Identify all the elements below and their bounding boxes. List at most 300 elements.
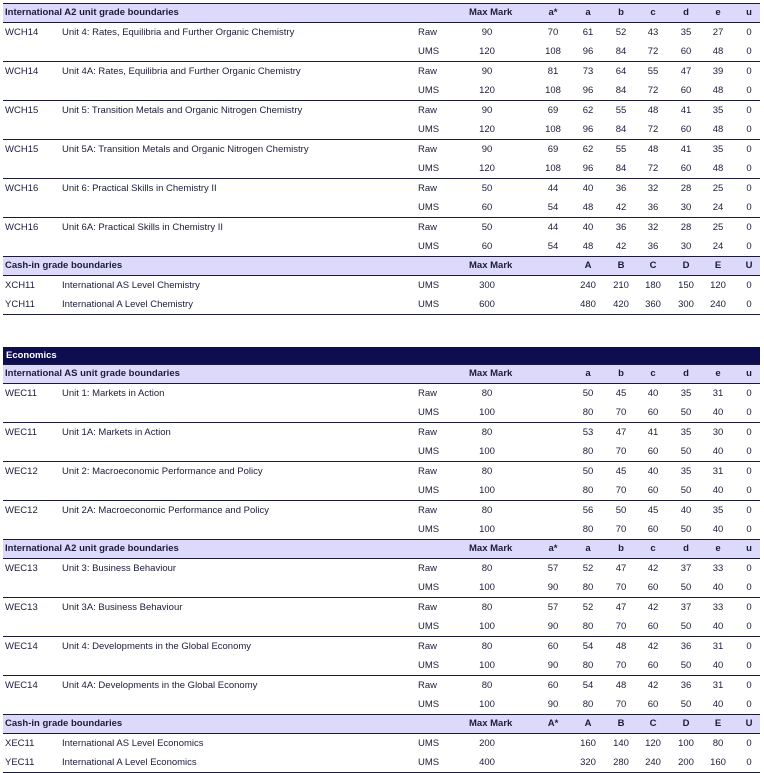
grade-value: 40 <box>712 660 724 671</box>
grade-value: 25 <box>712 183 724 194</box>
max-mark: 120 <box>479 46 495 57</box>
grade-value: 42 <box>615 202 627 213</box>
mark-type: UMS <box>418 124 440 135</box>
grade-value: 45 <box>647 505 659 516</box>
table-row-raw <box>3 559 760 578</box>
grade-label: u <box>746 543 752 554</box>
mark-type: UMS <box>418 241 440 252</box>
grade-value: 0 <box>746 641 752 652</box>
grade-value: 48 <box>712 163 724 174</box>
grade-label: B <box>617 260 625 271</box>
grade-value: 84 <box>615 163 627 174</box>
qualification-title: International A Level Economics <box>62 757 197 768</box>
table-row-raw <box>3 675 760 695</box>
grade-value: 200 <box>678 757 694 768</box>
grade-value: 36 <box>647 202 659 213</box>
unit-code: WEC13 <box>5 602 38 613</box>
grade-value: 48 <box>615 641 627 652</box>
table-row-raw <box>3 597 760 617</box>
grade-value: 80 <box>582 582 594 593</box>
grade-value: 42 <box>647 641 659 652</box>
grade-value: 360 <box>645 299 661 310</box>
grade-value: 30 <box>712 427 724 438</box>
grade-value: 35 <box>680 427 692 438</box>
grade-label: a <box>585 7 591 18</box>
grade-value: 80 <box>582 699 594 710</box>
grade-value: 56 <box>582 505 594 516</box>
grade-value: 120 <box>645 738 661 749</box>
cashin-label: Cash-in grade boundaries <box>5 260 123 271</box>
grade-value: 0 <box>746 124 752 135</box>
unit-title: Unit 3A: Business Behaviour <box>62 602 183 613</box>
table-row-ums <box>3 481 760 500</box>
grade-value: 0 <box>746 660 752 671</box>
grade-header-row <box>3 539 760 559</box>
grade-value: 39 <box>712 66 724 77</box>
grade-value: 0 <box>746 202 752 213</box>
grade-value: 48 <box>615 680 627 691</box>
cashin-row <box>3 295 760 315</box>
grade-label: A <box>584 718 592 729</box>
grade-value: 0 <box>746 27 752 38</box>
max-mark: 100 <box>479 446 495 457</box>
grade-value: 96 <box>582 85 594 96</box>
grade-value: 48 <box>647 144 659 155</box>
grade-value: 0 <box>746 466 752 477</box>
qualification-title: International AS Level Chemistry <box>62 280 200 291</box>
grade-value: 61 <box>582 27 594 38</box>
mark-type: UMS <box>418 699 440 710</box>
grade-label: a <box>585 368 591 379</box>
unit-code: WCH14 <box>5 66 39 77</box>
max-mark: 120 <box>479 163 495 174</box>
unit-code: WEC11 <box>5 427 38 438</box>
grade-label: C <box>649 260 657 271</box>
grade-value: 108 <box>545 46 561 57</box>
grade-value: 40 <box>647 466 659 477</box>
grade-label: C <box>649 718 657 729</box>
grade-value: 50 <box>582 466 594 477</box>
max-mark-header: Max Mark <box>469 368 513 379</box>
grade-value: 32 <box>647 222 659 233</box>
grade-value: 0 <box>746 582 752 593</box>
grade-value: 80 <box>582 621 594 632</box>
grade-value: 300 <box>678 299 694 310</box>
grade-label: E <box>714 718 722 729</box>
max-mark: 60 <box>481 202 493 213</box>
grade-value: 35 <box>680 466 692 477</box>
grade-label: u <box>746 7 752 18</box>
mark-type: Raw <box>418 427 438 438</box>
grade-value: 240 <box>710 299 726 310</box>
grade-value: 35 <box>712 105 724 116</box>
grade-value: 45 <box>615 466 627 477</box>
table-row-raw <box>3 100 760 120</box>
grade-value: 37 <box>680 563 692 574</box>
grade-value: 54 <box>582 641 594 652</box>
grade-value: 81 <box>547 66 559 77</box>
grade-value: 43 <box>647 27 659 38</box>
grade-value: 0 <box>746 757 752 768</box>
grade-value: 80 <box>712 738 724 749</box>
grade-value: 84 <box>615 124 627 135</box>
grade-value: 96 <box>582 163 594 174</box>
grade-label: b <box>618 368 624 379</box>
table-row-raw <box>3 422 760 442</box>
mark-type: UMS <box>418 85 440 96</box>
max-mark: 100 <box>479 660 495 671</box>
grade-value: 100 <box>678 738 694 749</box>
grade-value: 35 <box>712 144 724 155</box>
unit-title: Unit 2: Macroeconomic Performance and Policy <box>62 466 263 477</box>
unit-title: Unit 4: Developments in the Global Economy <box>62 641 252 652</box>
grade-value: 72 <box>647 85 659 96</box>
grade-value: 140 <box>613 738 629 749</box>
grade-value: 0 <box>746 222 752 233</box>
grade-value: 40 <box>647 388 659 399</box>
qualification-code: YCH11 <box>5 299 35 310</box>
grade-label: c <box>650 368 656 379</box>
grade-value: 0 <box>746 427 752 438</box>
table-row-ums <box>3 442 760 461</box>
grade-value: 40 <box>712 699 724 710</box>
max-mark: 80 <box>481 466 493 477</box>
grade-value: 47 <box>680 66 692 77</box>
grade-value: 50 <box>680 699 692 710</box>
grade-value: 45 <box>615 388 627 399</box>
unit-title: Unit 1A: Markets in Action <box>62 427 171 438</box>
unit-code: WEC14 <box>5 680 38 691</box>
table-row-ums <box>3 520 760 539</box>
grade-value: 0 <box>746 524 752 535</box>
max-mark: 80 <box>481 427 493 438</box>
grade-value: 0 <box>746 105 752 116</box>
grade-value: 27 <box>712 27 724 38</box>
mark-type: Raw <box>418 105 438 116</box>
cashin-rows <box>3 734 760 773</box>
grade-value: 80 <box>582 446 594 457</box>
grade-value: 30 <box>680 202 692 213</box>
grade-value: 54 <box>547 202 559 213</box>
mark-type: UMS <box>418 621 440 632</box>
cashin-rows <box>3 276 760 315</box>
grade-value: 57 <box>547 602 559 613</box>
section-title: Economics <box>3 347 760 364</box>
unit-code: WEC14 <box>5 641 38 652</box>
grade-header-row <box>3 3 760 23</box>
grade-value: 0 <box>746 66 752 77</box>
grade-value: 37 <box>680 602 692 613</box>
grade-value: 32 <box>647 183 659 194</box>
mark-type: Raw <box>418 563 438 574</box>
grade-value: 47 <box>615 427 627 438</box>
grade-value: 70 <box>615 660 627 671</box>
grade-value: 31 <box>712 388 724 399</box>
grade-value: 70 <box>615 485 627 496</box>
table-row-raw <box>3 461 760 481</box>
grade-value: 150 <box>678 280 694 291</box>
grade-value: 52 <box>582 602 594 613</box>
mark-type: UMS <box>418 485 440 496</box>
grade-value: 180 <box>645 280 661 291</box>
grade-value: 210 <box>613 280 629 291</box>
unit-title: Unit 4: Rates, Equilibria and Further Organic Chemistry <box>62 27 295 38</box>
grade-value: 108 <box>545 163 561 174</box>
grade-value: 36 <box>680 680 692 691</box>
grade-value: 0 <box>746 407 752 418</box>
max-mark: 80 <box>481 641 493 652</box>
grade-label: B <box>617 718 625 729</box>
header-label: International A2 unit grade boundaries <box>5 543 179 554</box>
cashin-label: Cash-in grade boundaries <box>5 718 123 729</box>
grade-value: 24 <box>712 241 724 252</box>
grade-value: 50 <box>680 485 692 496</box>
grade-value: 41 <box>647 427 659 438</box>
mark-type: UMS <box>418 524 440 535</box>
grade-value: 48 <box>712 124 724 135</box>
unit-title: Unit 4A: Developments in the Global Economy <box>62 680 258 691</box>
grade-value: 0 <box>746 46 752 57</box>
max-mark: 100 <box>479 699 495 710</box>
unit-code: WEC13 <box>5 563 38 574</box>
mark-type: Raw <box>418 680 438 691</box>
grade-value: 50 <box>680 621 692 632</box>
grade-value: 0 <box>746 563 752 574</box>
max-mark: 80 <box>481 680 493 691</box>
grade-value: 72 <box>647 124 659 135</box>
grade-value: 62 <box>582 144 594 155</box>
grade-value: 0 <box>746 485 752 496</box>
max-mark: 80 <box>481 563 493 574</box>
grade-value: 57 <box>547 563 559 574</box>
grade-value: 28 <box>680 183 692 194</box>
grade-value: 0 <box>746 85 752 96</box>
table-row-ums <box>3 81 760 100</box>
grade-value: 0 <box>746 699 752 710</box>
table-row-ums <box>3 198 760 217</box>
unit-title: Unit 6: Practical Skills in Chemistry II <box>62 183 217 194</box>
grade-value: 0 <box>746 280 752 291</box>
unit-code: WCH16 <box>5 222 39 233</box>
grade-label: d <box>683 368 689 379</box>
grade-value: 0 <box>746 602 752 613</box>
max-mark: 90 <box>481 144 493 155</box>
unit-title: Unit 1: Markets in Action <box>62 388 165 399</box>
grade-value: 108 <box>545 124 561 135</box>
unit-title: Unit 5A: Transition Metals and Organic Nitrogen Chemistry <box>62 144 309 155</box>
max-mark: 600 <box>479 299 495 310</box>
grade-value: 36 <box>615 183 627 194</box>
grade-value: 120 <box>710 280 726 291</box>
grade-value: 70 <box>615 446 627 457</box>
grade-value: 96 <box>582 124 594 135</box>
grade-value: 108 <box>545 85 561 96</box>
table-row-raw <box>3 384 760 403</box>
grade-label: a* <box>548 543 558 554</box>
grade-value: 48 <box>712 85 724 96</box>
mark-type: UMS <box>418 757 440 768</box>
mark-type: UMS <box>418 582 440 593</box>
grade-value: 320 <box>580 757 596 768</box>
grade-value: 53 <box>582 427 594 438</box>
grade-label: a <box>585 543 591 554</box>
mark-type: Raw <box>418 222 438 233</box>
grade-value: 60 <box>647 582 659 593</box>
grade-value: 35 <box>680 27 692 38</box>
grade-value: 0 <box>746 144 752 155</box>
mark-type: Raw <box>418 27 438 38</box>
mark-type: UMS <box>418 660 440 671</box>
grade-value: 42 <box>647 602 659 613</box>
grade-value: 60 <box>647 524 659 535</box>
grade-value: 48 <box>582 202 594 213</box>
grade-value: 60 <box>647 699 659 710</box>
max-mark-header: Max Mark <box>469 260 513 271</box>
table-row-ums <box>3 617 760 636</box>
grade-value: 70 <box>615 524 627 535</box>
grade-value: 64 <box>615 66 627 77</box>
grade-value: 90 <box>547 699 559 710</box>
max-mark: 100 <box>479 524 495 535</box>
grade-value: 47 <box>615 602 627 613</box>
mark-type: UMS <box>418 163 440 174</box>
grade-value: 42 <box>615 241 627 252</box>
max-mark: 90 <box>481 27 493 38</box>
max-mark: 100 <box>479 621 495 632</box>
grade-label: d <box>683 7 689 18</box>
mark-type: Raw <box>418 388 438 399</box>
grade-value: 0 <box>746 446 752 457</box>
grade-value: 60 <box>647 407 659 418</box>
table-row-raw <box>3 61 760 81</box>
grade-value: 70 <box>615 621 627 632</box>
table-row-ums <box>3 403 760 422</box>
mark-type: UMS <box>418 446 440 457</box>
grade-label: E <box>714 260 722 271</box>
grade-value: 62 <box>582 105 594 116</box>
grade-value: 55 <box>615 144 627 155</box>
grade-value: 41 <box>680 144 692 155</box>
grade-value: 60 <box>680 46 692 57</box>
max-mark: 60 <box>481 241 493 252</box>
grade-value: 0 <box>746 621 752 632</box>
unit-title: Unit 2A: Macroeconomic Performance and Policy <box>62 505 269 516</box>
grade-value: 72 <box>647 46 659 57</box>
max-mark: 80 <box>481 602 493 613</box>
grade-value: 80 <box>582 407 594 418</box>
grade-value: 70 <box>615 582 627 593</box>
unit-title: Unit 5: Transition Metals and Organic Nitrogen Chemistry <box>62 105 303 116</box>
grade-value: 54 <box>582 680 594 691</box>
grade-value: 60 <box>647 660 659 671</box>
grade-header-row <box>3 364 760 384</box>
cashin-row <box>3 734 760 753</box>
qualification-code: XCH11 <box>5 280 35 291</box>
grade-value: 50 <box>680 582 692 593</box>
grade-value: 31 <box>712 680 724 691</box>
grade-value: 36 <box>647 241 659 252</box>
grade-value: 0 <box>746 241 752 252</box>
grade-value: 40 <box>712 485 724 496</box>
grade-value: 0 <box>746 183 752 194</box>
header-label: International AS unit grade boundaries <box>5 368 180 379</box>
chemistry-a2-table <box>3 3 760 315</box>
mark-type: UMS <box>418 46 440 57</box>
economics-table <box>3 347 760 773</box>
grade-value: 48 <box>582 241 594 252</box>
unit-title: Unit 4A: Rates, Equilibria and Further Organic Chemistry <box>62 66 301 77</box>
grade-value: 31 <box>712 466 724 477</box>
unit-code: WCH15 <box>5 144 39 155</box>
grade-value: 36 <box>680 641 692 652</box>
mark-type: UMS <box>418 280 440 291</box>
grade-value: 70 <box>547 27 559 38</box>
max-mark: 400 <box>479 757 495 768</box>
table-row-ums <box>3 159 760 178</box>
grade-value: 33 <box>712 602 724 613</box>
table-row-raw <box>3 178 760 198</box>
grade-value: 80 <box>582 660 594 671</box>
grade-value: 40 <box>582 222 594 233</box>
grade-value: 60 <box>647 621 659 632</box>
grade-value: 30 <box>680 241 692 252</box>
table-row-raw <box>3 500 760 520</box>
grade-value: 35 <box>680 388 692 399</box>
table-row-ums <box>3 42 760 61</box>
grade-label: b <box>618 7 624 18</box>
cashin-header-row <box>3 714 760 734</box>
grade-label: U <box>745 260 753 271</box>
grade-label: a* <box>548 7 558 18</box>
table-row-raw <box>3 139 760 159</box>
grade-value: 52 <box>615 27 627 38</box>
grade-value: 24 <box>712 202 724 213</box>
grade-value: 60 <box>647 446 659 457</box>
grade-value: 48 <box>712 46 724 57</box>
max-mark: 50 <box>481 183 493 194</box>
mark-type: UMS <box>418 407 440 418</box>
grade-value: 0 <box>746 680 752 691</box>
grade-value: 160 <box>710 757 726 768</box>
unit-code: WEC11 <box>5 388 38 399</box>
grade-value: 50 <box>582 388 594 399</box>
grade-value: 40 <box>582 183 594 194</box>
grade-value: 44 <box>547 222 559 233</box>
grade-value: 60 <box>647 485 659 496</box>
max-mark: 300 <box>479 280 495 291</box>
qualification-code: YEC11 <box>5 757 35 768</box>
cashin-row <box>3 753 760 773</box>
grade-value: 42 <box>647 680 659 691</box>
mark-type: UMS <box>418 738 440 749</box>
grade-value: 280 <box>613 757 629 768</box>
max-mark: 80 <box>481 505 493 516</box>
grade-value: 40 <box>680 505 692 516</box>
grade-label: U <box>745 718 753 729</box>
mark-type: Raw <box>418 183 438 194</box>
table-row-ums <box>3 656 760 675</box>
grade-label: e <box>715 7 721 18</box>
unit-code: WCH16 <box>5 183 39 194</box>
grade-value: 69 <box>547 144 559 155</box>
grade-label: d <box>683 543 689 554</box>
cashin-header-row <box>3 256 760 276</box>
unit-rows <box>3 384 760 539</box>
grade-value: 84 <box>615 85 627 96</box>
grade-label: c <box>650 543 656 554</box>
grade-label: D <box>682 718 690 729</box>
table-row-ums <box>3 695 760 714</box>
